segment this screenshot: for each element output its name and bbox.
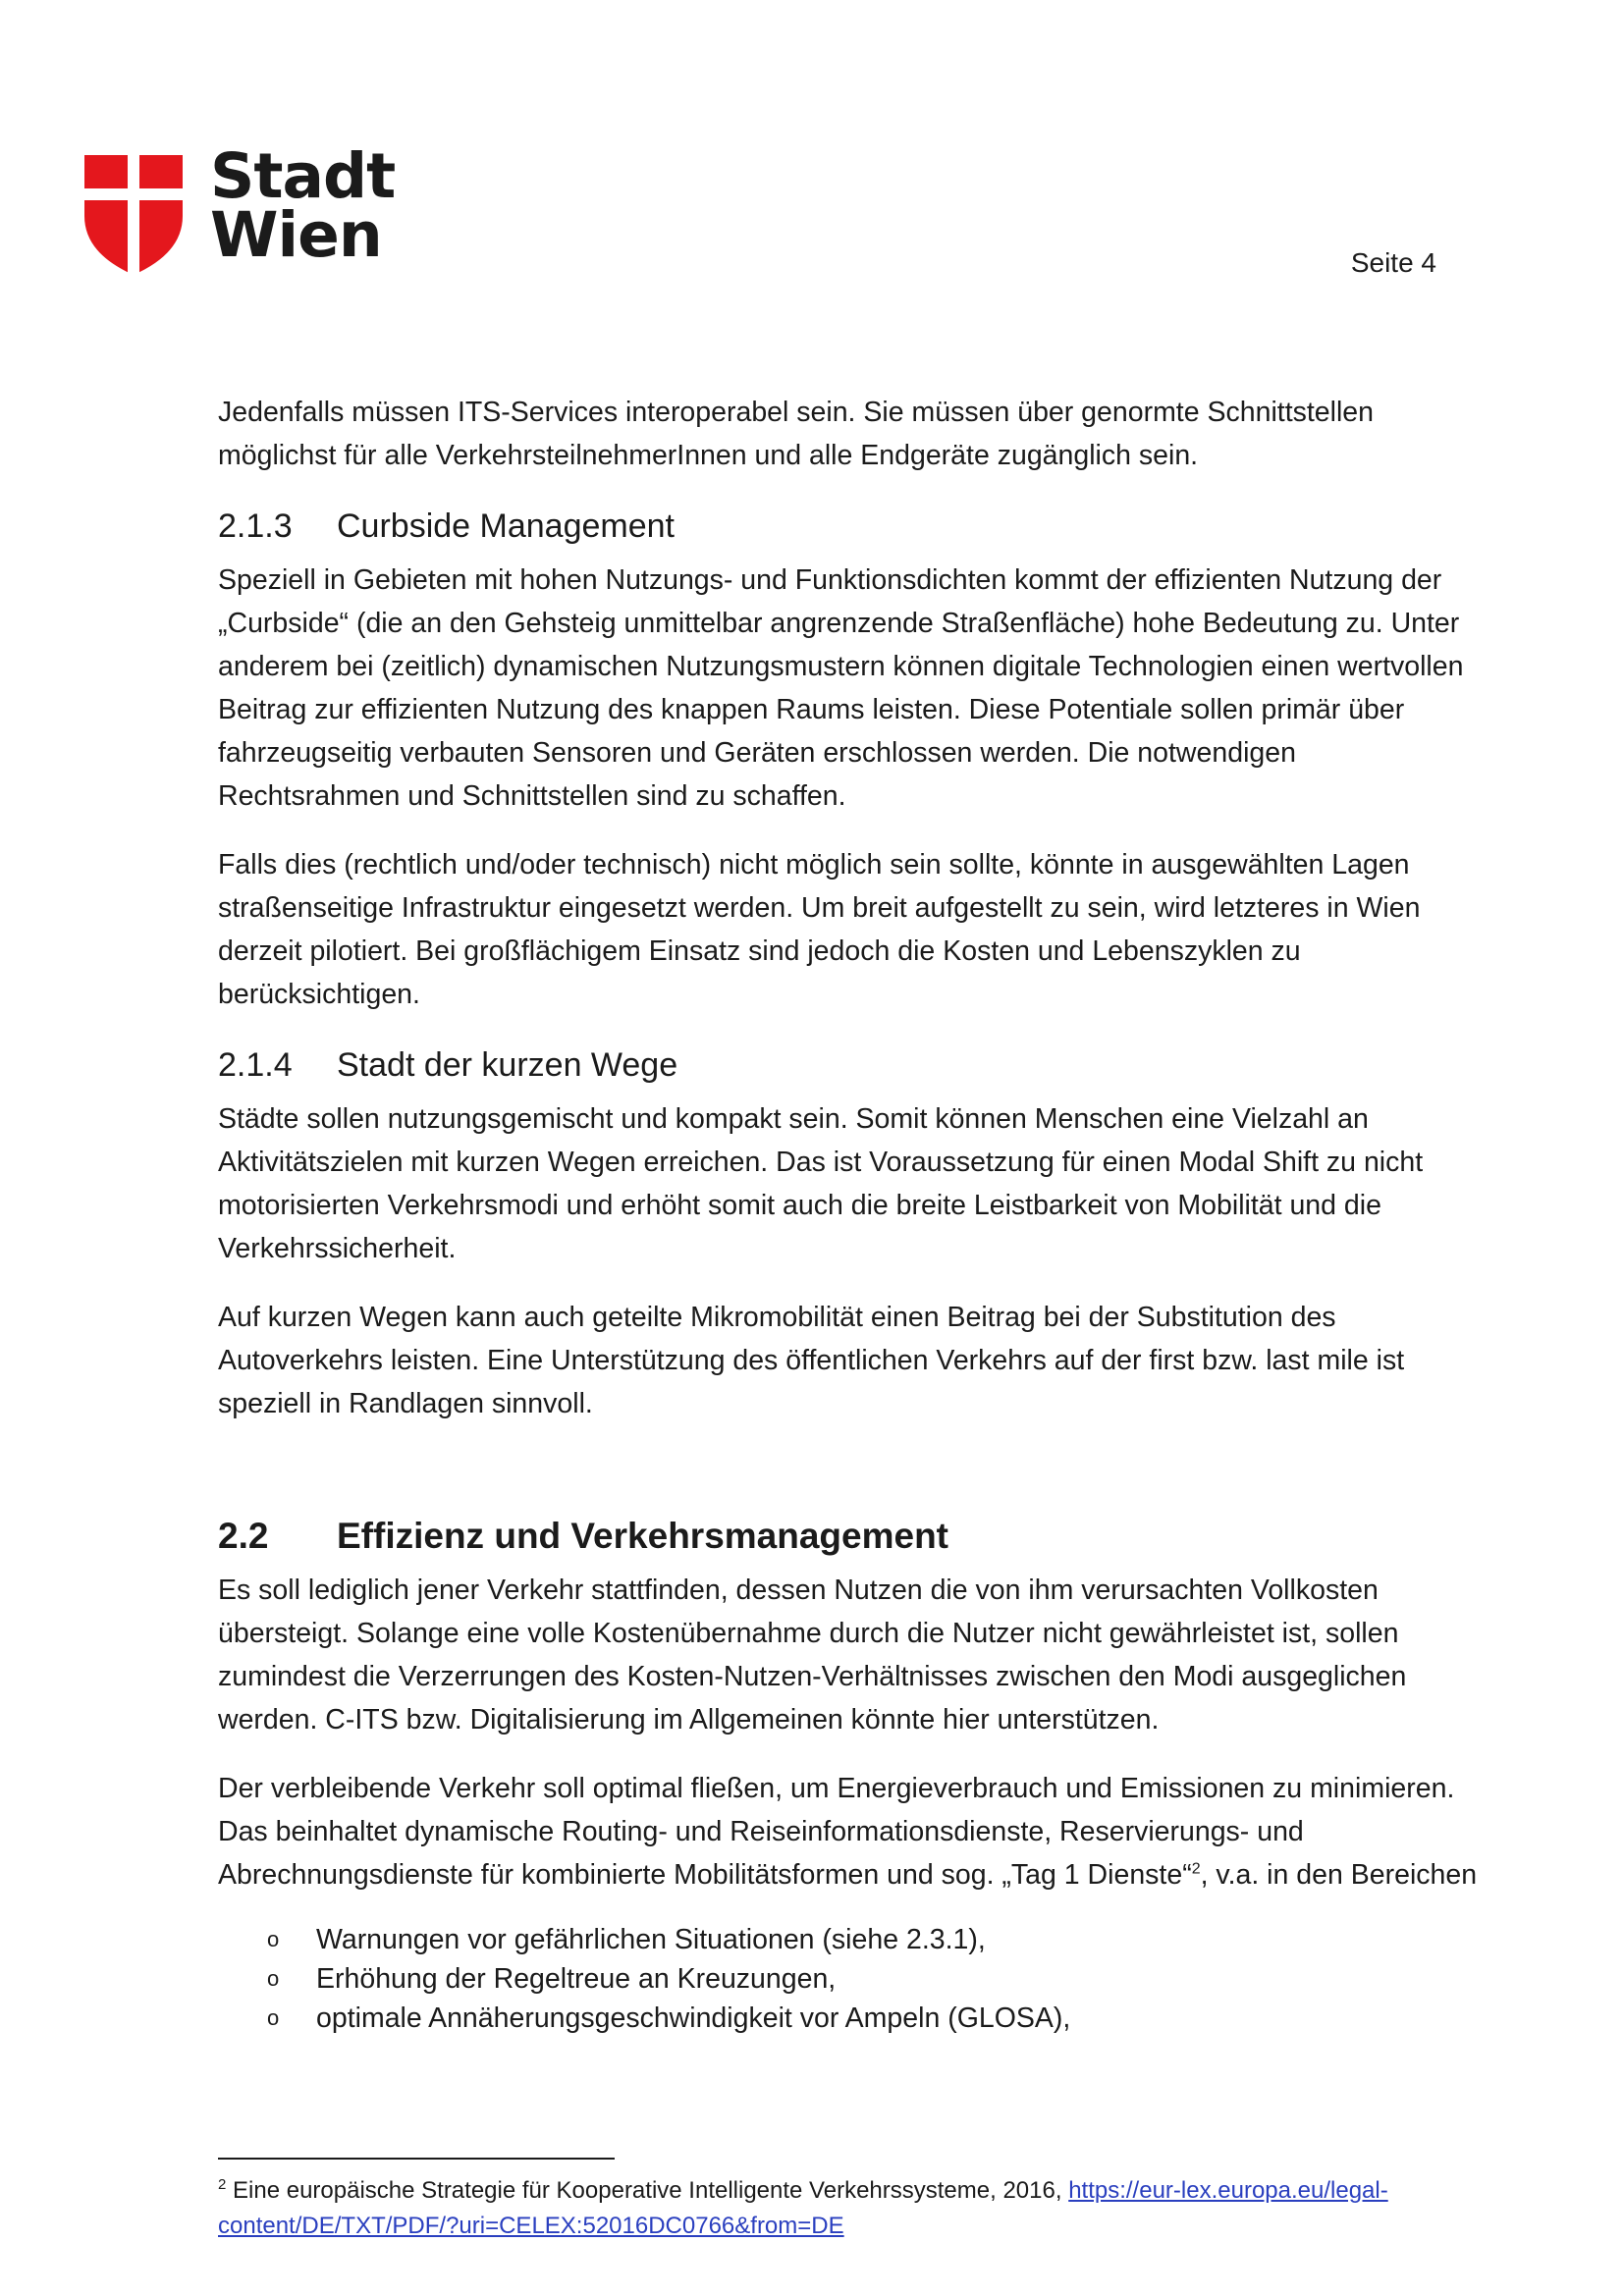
list-item [218,1999,1485,2038]
bullet-circle-icon: o [267,1927,280,1951]
footnote-link[interactable]: https://eur-lex.europa.eu/legal-content/DE/TXT/PDF/?uri=CELEX:52016DC0766&from=DE [218,2177,1388,2239]
heading-2-1-3 [218,502,1485,551]
area-bullet-list [218,1920,1485,2038]
intro-paragraph: Jedenfalls müssen ITS-Services interoperabel sein. Sie müssen über genormte Schnittstellen möglichst für alle VerkehrsteilnehmerInnen und alle Endgeräte zugänglich sein. [218,397,1375,471]
curbside-paragraph-2: Falls dies (rechtlich und/oder technisch) nicht möglich sein sollte, könnte in ausgewählten Lagen straßenseitige Infrastruktur eingesetzt werden. Um breit aufgestellt zu sein, wird letzteres in Wien derzeit pilotiert. Bei großflächigem Einsatz sind jedoch die Kosten und Lebenszyklen zu berücksichtigen. [218,849,1421,1010]
heading-title: Curbside Management [337,507,675,545]
footnote [218,2173,1396,2244]
page-number: Seite 4 [1350,247,1436,278]
heading-title: Stadt der kurzen Wege [337,1046,678,1084]
short-ways-paragraph-2: Auf kurzen Wegen kann auch geteilte Mikromobilität einen Beitrag bei der Substitution des Autoverkehrs leisten. Eine Unterstützung des öffentlichen Verkehrs auf der first bzw. last mile ist speziell in Randlagen sinnvoll. [218,1302,1405,1419]
heading-number: 2.2 [218,1516,269,1556]
short-ways-paragraph-1: Städte sollen nutzungsgemischt und kompakt sein. Somit können Menschen eine Vielzahl an Aktivitätszielen mit kurzen Wegen erreichen. Das ist Voraussetzung für einen Modal Shift zu nicht motorisierten Verkehrsmodi und erhöht somit auch die breite Leistbarkeit von Mobilität und die Verkehrssicherheit. [218,1103,1424,1264]
heading-2-1-4 [218,1041,1485,1090]
list-item-text: Erhöhung der Regeltreue an Kreuzungen, [316,1963,837,1995]
logo-line-wien: Wien [210,199,382,271]
logo-line-stadt: Stadt [210,140,396,212]
heading-number: 2.1.3 [218,507,293,545]
list-item [218,1920,1485,1959]
curbside-paragraph-1: Speziell in Gebieten mit hohen Nutzungs- und Funktionsdichten kommt der effizienten Nutzung der „Curbside“ (die an den Gehsteig unmittelbar angrenzende Straßenfläche) hohe Bedeutung zu. Unter anderem bei (zeitlich) dynamischen Nutzungsmustern können digitale Technologien einen wertvollen Beitrag zur effizienten Nutzung des knappen Raums leisten. Diese Potentiale sollen primär über fahrzeugseitig verbauten Sensoren und Geräten erschlossen werden. Die notwendigen Rechtsrahmen und Schnittstellen sind zu schaffen. [218,564,1464,812]
heading-title: Effizienz und Verkehrsmanagement [337,1516,949,1556]
footnote-text: Eine europäische Strategie für Kooperative Intelligente Verkehrssysteme, 2016, [226,2177,1069,2204]
heading-2-2 [218,1510,1485,1563]
vienna-shield-icon [84,155,183,275]
list-item-text: optimale Annäherungsgeschwindigkeit vor Ampeln (GLOSA), [316,2002,1071,2034]
list-item-text: Warnungen vor gefährlichen Situationen (siehe 2.3.1), [316,1924,986,1955]
paragraph-text: Der verbleibende Verkehr soll optimal fließen, um Energieverbrauch und Emissionen zu minimieren. Das beinhaltet dynamische Routing- und Reiseinformationsdienste, Reservierungs- und Abrechnungsdienste für kombinierte Mobilitätsformen und sog. „Tag 1 Dienste“ [218,1773,1455,1891]
main-content [218,391,1485,2038]
list-item [218,1959,1485,1999]
bullet-circle-icon: o [267,2005,280,2030]
paragraph-text-end: , v.a. in den Bereichen [1200,1859,1478,1891]
efficiency-paragraph-1: Es soll lediglich jener Verkehr stattfinden, dessen Nutzen die von ihm verursachten Vollkosten übersteigt. Solange eine volle Kostenübernahme durch die Nutzer nicht gewährleistet ist, sollen zumindest die Verzerrungen des Kosten-Nutzen-Verhältnisses zwischen den Modi ausgeglichen werden. C-ITS bzw. Digitalisierung im Allgemeinen könnte hier unterstützen. [218,1575,1407,1735]
efficiency-paragraph-2 [218,1767,1485,1896]
logo-wordmark [210,140,396,271]
footnote-number: 2 [218,2176,227,2193]
heading-number: 2.1.4 [218,1046,293,1084]
footnote-reference[interactable]: 2 [1191,1860,1201,1878]
bullet-circle-icon: o [267,1966,280,1991]
footnote-divider [218,2158,615,2160]
